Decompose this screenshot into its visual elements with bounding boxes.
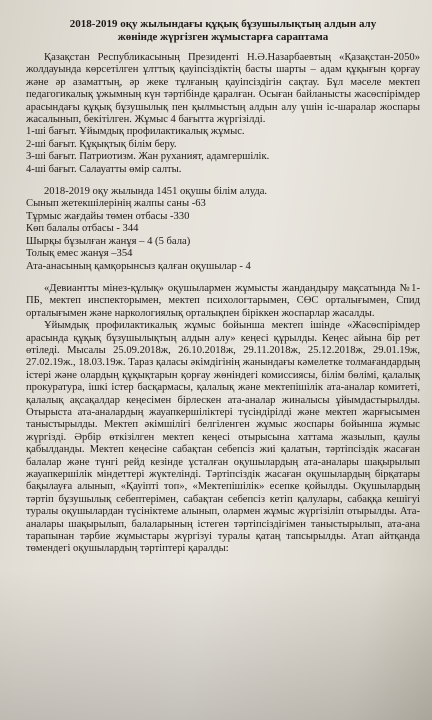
stat-item: Сынып жетекшілерінің жалпы саны -63	[26, 198, 206, 210]
stat-item: Көп балалы отбасы - 344	[26, 223, 139, 235]
paragraph-prevention-work: Ұйымдық профилактикалық жұмыс бойынша мектеп ішінде «Жасөспірімдер арасында құқық бұзушылықтың алдын алу» кеңесі құрылды. Кеңес айына бір рет өтіледі. Мысалы 25.09.2018ж, 26.10.2018ж, 29.11.2018ж, 25.12.2018ж, 29.01.19ж, 27.02.19ж., 18.03.19ж. Тараз қаласы әкімдігінің жанындағы кәмелетке толмағандардың істері және олардың құқықтарын қорғау жөніндегі комиссиясы, білім бөлімі, қалалық прокуратура, ішкі істер басқармасы, қалалық және мектепішілік ата-аналар комитеті, қалалық ақсақалдар кеңесімен бірлескен ата-аналар жиналысы ұйымдастырылды. Отырыста ата-аналардың жауапкершіліктері түсіндірілді және мектеп жарғысымен таныстырылды. Мектеп әкімшілігі белгіленген жұмыс жоспары бойынша жұмыс жүргізді. Әрбір өткізілген мектеп кеңесі отырысына хаттама жазылып, қаулы қабылданды. Мектеп кеңесіне сабақтан себепсіз жиі қалатын, тәртіпсіздік жасаған балалар және түнгі рейд кезінде ұсталған оқушылардың ата-аналары шақырылып жауапкершілік міндеттері жүктелінді. Тәртіпсіздік жасаған оқушылардың бірқатары бақылауға алынып, «Қауіпті топ», «Мектепішілік» есепке қойылды. Оқушылардың тәртіп бұзушылық себептерімен, сабақтан себепсіз кетіп қалулары, сабаққа кешігуі туралы оқушылардан түсініктеме алынып, олармен жұмыс жүргізіліп отырылды. Ата-аналары шақырылып, балаларының істеген тәртіпсіздігімен таныстырылып, ата-ана тарапынан тәрбие жұмыстары жүргізуі туралы қатаң тапсырылды. Атап айтқанда төмендегі оқушылардың тәртіптері қаралды:	[26, 320, 420, 555]
directions-list	[26, 126, 420, 176]
intro-paragraph: Қазақстан Республикасының Президенті Н.Ә.Назарбаевтың «Қазақстан-2050» жолдауында көрсетілген ұлттық қауіпсіздіктің басты шарты – адам құқығын қорғау және әр азаматтың, әр жеке тұлғаның қауіпсіздігін сақтау. Бұл мәселе мектеп педагогикалық ұжымның күн тәртібінде қаралған. Осыған байланысты жасөспірімдер арасындағы құқық бұзушылық пен қылмыстың алдын алу үшін іс-шаралар жоспары жасалынып, бекітілген. Жұмыс 4 бағытта жүргізілді.	[26, 52, 420, 126]
document-body	[26, 18, 420, 556]
stat-item: 2018-2019 оқу жылында 1451 оқушы білім алуда.	[44, 186, 268, 198]
direction-item: 1-ші бағыт. Ұйымдық профилактикалық жұмыс.	[26, 126, 245, 138]
paragraph-deviant-behavior: «Девиантты мінез-құлық» оқушылармен жұмысты жандандыру мақсатында №1-ПБ, мектеп инспекторымен, мектеп психологтарымен, СӨС орталығымен, Спид орталығымен және наркологиялық орталықпен біріккен жоспарлар жасалды.	[26, 282, 420, 319]
direction-item: 4-ші бағыт. Салауатты өмір салты.	[26, 163, 182, 175]
title-line-1: 2018-2019 оқу жылындағы құқық бұзушылықтың алдын алу	[69, 18, 377, 30]
direction-item: 2-ші бағыт. Құқықтық білім беру.	[26, 138, 177, 150]
document-title	[26, 18, 420, 44]
direction-item: 3-ші бағыт. Патриотизм. Жан руханият, адамгершілік.	[26, 151, 270, 163]
title-line-2: жөнінде жүргізген жұмыстарға сараптама	[117, 31, 329, 43]
stat-item: Тұрмыс жағдайы төмен отбасы -330	[26, 210, 190, 222]
stat-item: Шырқы бұзылған жанұя – 4 (5 бала)	[26, 235, 191, 247]
stat-item: Ата-анасының қамқорынсыз қалған оқушылар - 4	[26, 260, 251, 272]
stat-item: Толық емес жанұя –354	[26, 248, 133, 260]
statistics-list	[26, 186, 420, 273]
